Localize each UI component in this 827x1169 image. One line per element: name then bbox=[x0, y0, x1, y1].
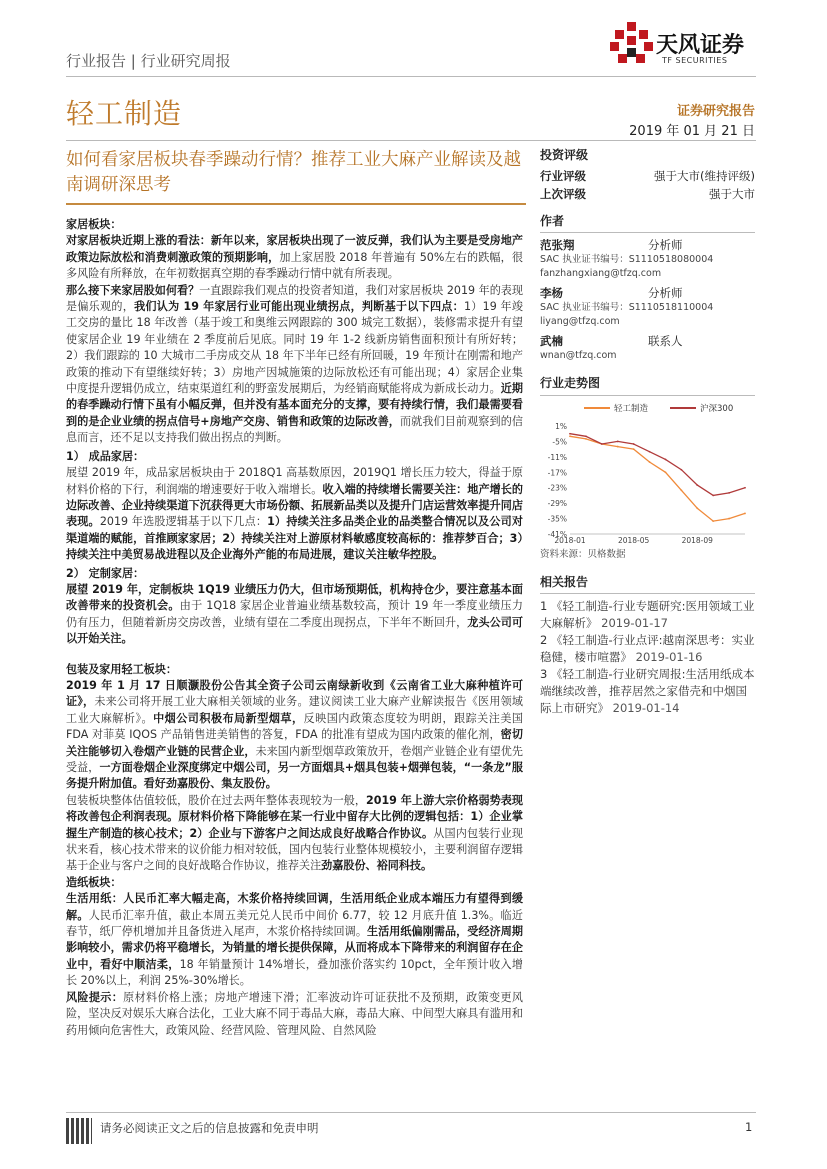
series-point bbox=[728, 518, 730, 520]
series-point bbox=[633, 443, 635, 445]
title-rule bbox=[66, 140, 756, 141]
series-point bbox=[649, 461, 651, 463]
report-breadcrumb: 行业报告 | 行业研究周报 bbox=[66, 52, 231, 70]
series-point bbox=[712, 520, 714, 522]
related-heading: 相关报告 bbox=[540, 575, 589, 589]
y-tick-label: -35% bbox=[547, 514, 567, 524]
prev-rating-label: 上次评级 bbox=[540, 187, 586, 201]
series-point bbox=[585, 438, 587, 440]
prev-rating-value: 强于大市 bbox=[709, 187, 755, 201]
related-report-title[interactable]: 1 《轻工制造-行业专题研究:医用领域工业大麻解析》 bbox=[540, 599, 755, 630]
related-report-date: 2019-01-16 bbox=[635, 650, 703, 664]
series-point bbox=[696, 507, 698, 509]
author-email[interactable]: liyang@tfzq.com bbox=[540, 316, 620, 327]
author-name: 李杨 bbox=[540, 286, 563, 300]
paragraph: 展望 2019 年，定制板块 1Q19 业绩压力仍大，但市场预期低，机构持仓少，要注意基本面改善带来的投资机会。由于 1Q18 家居企业普遍业绩基数较高，预计 19 年一季度业绩压力仍有压力，但随着新房交房改善，业绩有望在二季度出现拐点，下半年不断回升，龙头公司可以开始关注。 bbox=[66, 582, 523, 646]
y-tick-label: -17% bbox=[547, 468, 567, 478]
author-role: 分析师 bbox=[648, 238, 683, 252]
x-tick-label: 2018-01 bbox=[554, 536, 586, 545]
trend-chart bbox=[540, 395, 755, 546]
series-line bbox=[570, 434, 745, 496]
logo-mark-icon bbox=[610, 22, 654, 66]
series-point bbox=[680, 489, 682, 491]
report-headline: 如何看家居板块春季躁动行情？推荐工业大麻产业解读及越南调研深思考 bbox=[66, 150, 521, 195]
logo-english: TF SECURITIES bbox=[662, 56, 728, 65]
y-tick-label: -29% bbox=[547, 499, 567, 509]
rating-heading: 投资评级 bbox=[540, 148, 589, 162]
industry-rating-label: 行业评级 bbox=[540, 169, 586, 183]
series-point bbox=[744, 513, 746, 515]
footer-rule bbox=[66, 1112, 756, 1113]
x-tick-label: 2018-09 bbox=[681, 536, 713, 545]
industry-rating-value: 强于大市(维持评级) bbox=[654, 169, 755, 183]
risk-paragraph: 风险提示：原材料价格上涨；房地产增速下滑；汇率波动许可证获批不及预期，政策变更风险，坚决反对娱乐大麻合法化，工业大麻不同于毒品大麻，毒品大麻、中间型大麻具有滥用和药用倾向危害性大，政策风险、经营风险、管理风险、自然风险 bbox=[66, 990, 523, 1037]
disclaimer-link[interactable]: 请务必阅读正文之后的信息披露和免责申明 bbox=[100, 1121, 319, 1135]
y-tick-label: -23% bbox=[547, 483, 567, 493]
author-name: 武楠 bbox=[540, 334, 563, 348]
y-tick-label: -41% bbox=[547, 530, 567, 539]
report-type: 证券研究报告 bbox=[676, 104, 755, 119]
paragraph: 展望 2019 年，成品家居板块由于 2018Q1 高基数原因，2019Q1 增长压力较大，得益于原材料价格的下行，利润端的增速要好于收入端增长。收入端的持续增长需要关注：地产增长的边际改善、企业持续渠道下沉获得更大市场份额、拓展新品类以及提升门店运营效率提升同店表现。2019 年选股逻辑基于以下几点：1）持续关注多品类企业的品类整合情况以及公司对渠道端的赋能，首推顾家家居；2）持续关注对上游原材料敏感度较高标的：推荐梦百合；3）持续关注中美贸易战进程以及企业海外产能的布局进展，建议关注敏华控股。 bbox=[66, 466, 523, 562]
authors-heading: 作者 bbox=[540, 214, 565, 228]
series-point bbox=[569, 435, 571, 437]
paragraph: 对家居板块近期上涨的看法：新年以来，家居板块出现了一波反弹，我们认为主要是受房地产政策边际放松和消费刺激政策的预期影响，加上家居股 2018 年普遍有 50%左右的跌幅，很多风险有所释放，在年初数据真空期的春季躁动行情中就有所表现。 bbox=[66, 234, 523, 281]
series-point bbox=[649, 451, 651, 453]
y-tick-label: -5% bbox=[552, 437, 567, 447]
section-title: 包装及家用轻工板块： bbox=[66, 662, 177, 676]
related-report-date: 2019-01-14 bbox=[612, 701, 680, 715]
series-point bbox=[665, 459, 667, 461]
chart-source: 资料来源：贝格数据 bbox=[540, 549, 626, 560]
related-report-title[interactable]: 3 《轻工制造-行业研究周报:生活用纸成本端继续改善，推荐居然之家借壳和中烟国际上市研究》 bbox=[540, 667, 755, 715]
related-report-title[interactable]: 2 《轻工制造-行业点评:越南深思考：实业稳健，楼市喧嚣》 bbox=[540, 633, 755, 664]
author-email[interactable]: wnan@tfzq.com bbox=[540, 350, 617, 361]
y-tick-label: 1% bbox=[555, 422, 567, 431]
y-tick-label: -11% bbox=[547, 452, 567, 462]
report-date: 2019 年 01 月 21 日 bbox=[629, 124, 755, 139]
headline-rule bbox=[66, 203, 526, 205]
paragraph: 包装板块整体估值较低，股价在过去两年整体表现较为一般，2019 年上游大宗价格弱势表现将改善包企利润表现。原材料价格下降能够在某一行业中留存大比例的逻辑包括：1）企业掌握生产制造的核心技术；2）企业与下游客户之间达成良好战略合作协议。从国内包装行业现状来看，核心技术带来的议价能力相对较低，国内包装行业整体规模较小，主要利润留存逻辑基于企业与客户之间的良好战略合作协议，推荐关注劲嘉股份、裕同科技。 bbox=[66, 793, 523, 873]
rating-panel bbox=[540, 146, 755, 203]
series-point bbox=[617, 446, 619, 448]
series-point bbox=[744, 487, 746, 489]
authors-panel bbox=[540, 212, 755, 363]
series-point bbox=[712, 495, 714, 497]
author-cert: SAC 执业证书编号：S1110518080004 bbox=[540, 254, 714, 265]
related-panel bbox=[540, 573, 755, 717]
related-report-item[interactable] bbox=[540, 666, 755, 717]
chart-title: 行业走势图 bbox=[540, 376, 601, 390]
report-body bbox=[66, 217, 523, 1039]
section-title: 家居板块： bbox=[66, 218, 122, 231]
series-point bbox=[585, 435, 587, 437]
company-logo bbox=[610, 22, 800, 74]
industry-title: 轻工制造 bbox=[66, 97, 183, 130]
subsection-title: 2） 定制家居： bbox=[66, 566, 145, 580]
subsection-title: 1） 成品家居： bbox=[66, 449, 145, 463]
logo-name: 天风证券 bbox=[656, 33, 745, 58]
author-name: 范张翔 bbox=[540, 238, 575, 252]
related-report-item[interactable] bbox=[540, 598, 755, 632]
paragraph: 那么接下来家居股如何看？一直跟踪我们观点的投资者知道，我们对家居板块 2019 年的表现是偏乐观的，我们认为 19 年家居行业可能出现业绩拐点，判断基于以下四点：1）19 年竣工交房的量比 18 年改善（基于竣工和奥维云网跟踪的 300 城完工数据），装修需求提升有望使家居企业 19 年业绩在 2 季度前后见底。同时 19 年 1-2 线新房销售面积预计有所好转；2）我们跟踪的 10 大城市二手房成交从 18 年下半年已经有所回暖，19 年预计在刚需和地产政策的推动下有望继续好转；3）房地产因城施策的边际放松还有可能出现；4）家居企业集中度提升逻辑仍成立，结束渠道红利的野蛮发展期后，为经销商赋能将成为新成长动力。近期的春季躁动行情下虽有小幅反弹，但并没有基本面充分的支撑，要有持续行情，我们最需要看到的是企业业绩的拐点信号+房地产交房、销售和政策的边际改善，而就我们目前观察到的信息而言，还不足以支持我们做出拐点的判断。 bbox=[66, 283, 523, 445]
related-report-date: 2019-01-17 bbox=[601, 616, 668, 630]
series-point bbox=[633, 448, 635, 450]
chart-panel bbox=[540, 374, 755, 562]
header-rule bbox=[66, 76, 756, 77]
series-point bbox=[680, 469, 682, 471]
legend-label: 沪深300 bbox=[700, 404, 734, 414]
x-tick-label: 2018-05 bbox=[617, 536, 650, 545]
series-point bbox=[617, 441, 619, 443]
qr-code-icon bbox=[66, 1118, 92, 1144]
page-number: 1 bbox=[745, 1120, 753, 1134]
author-cert: SAC 执业证书编号：S1110518110004 bbox=[540, 302, 714, 313]
author-role: 分析师 bbox=[648, 286, 683, 300]
author-role: 联系人 bbox=[648, 334, 683, 348]
paragraph: 2019 年 1 月 17 日顺灏股份公告其全资子公司云南绿新收到《云南省工业大麻种植许可证》，未来公司将开展工业大麻相关领域的业务。建议阅读工业大麻产业解读报告《医用领域工业大麻解析》。中烟公司积极布局新型烟草，反映国内政策态度较为明朗，跟踪关注美国 FDA 对菲莫 IQOS 产品销售进美销售的答复，FDA 的批准有望成为国内政策的催化剂，密切关注能够切入卷烟产业链的民营企业，未来国内新型烟草政策放开，卷烟产业链企业有望优先受益，一方面卷烟企业深度绑定中烟公司，另一方面烟具+烟具包装+烟弹包装，“一条龙”服务提升附加值。看好劲嘉股份、集友股份。 bbox=[66, 678, 523, 791]
series-line bbox=[570, 436, 745, 521]
legend-label: 轻工制造 bbox=[614, 404, 649, 414]
section-title: 造纸板块： bbox=[66, 875, 122, 889]
author-email[interactable]: fanzhangxiang@tfzq.com bbox=[540, 268, 662, 279]
paragraph: 生活用纸：人民币汇率大幅走高，木浆价格持续回调，生活用纸企业成本端压力有望得到缓解。人民币汇率升值，截止本周五美元兑人民币中间价 6.77，较 12 月底升值 1.3%。临近春节，纸厂停机增加并且备货进入尾声，木浆价格持续回调。生活用纸偏刚需品，受经济周期影响较小，需求仍将平稳增长，为销量的增长提供保障，从而将成本下降带来的利润留存在企业中，看好中顺洁柔，18 年销量预计 14%增长，叠加涨价落实约 10pct，全年预计收入增长 20%以上，利润 25%-30%增长。 bbox=[66, 892, 523, 988]
series-point bbox=[601, 443, 603, 445]
series-point bbox=[728, 492, 730, 494]
series-point bbox=[665, 471, 667, 473]
related-report-item[interactable] bbox=[540, 632, 755, 666]
series-point bbox=[569, 433, 571, 435]
series-point bbox=[696, 484, 698, 486]
